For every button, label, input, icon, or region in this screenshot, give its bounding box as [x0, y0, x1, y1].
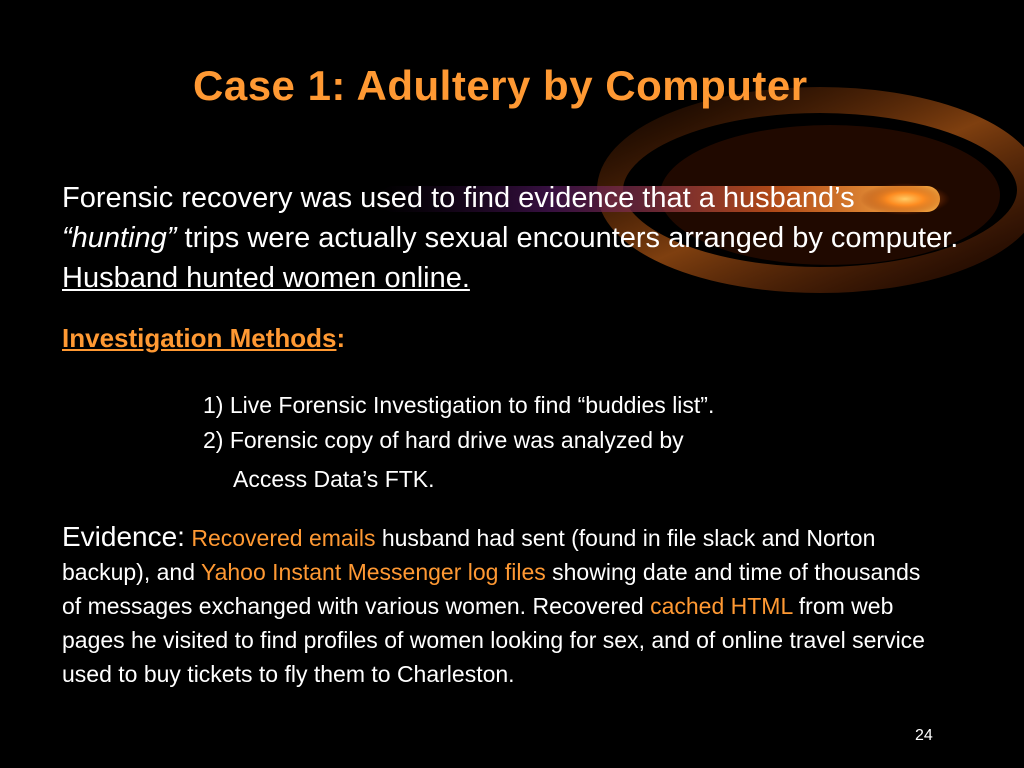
method-item-2: 2) Forensic copy of hard drive was analyzed by: [203, 427, 684, 453]
methods-heading-colon: :: [336, 323, 346, 353]
intro-text-1: Forensic recovery was used to find evidence that a husband’s: [62, 182, 855, 214]
intro-underlined-text: Husband hunted women online.: [62, 262, 470, 294]
intro-paragraph: [62, 178, 962, 298]
page-number: 24: [915, 727, 933, 744]
evidence-label: Evidence:: [62, 521, 185, 552]
intro-hunting: “hunting”: [62, 222, 177, 254]
method-item-2-continued: Access Data’s FTK.: [233, 466, 435, 492]
methods-heading-text: Investigation Methods: [62, 323, 337, 353]
evidence-text-3: from web pages he visited to find profiles of women looking for sex, and of online travel service used to buy tickets to fly them to Charleston.: [62, 593, 925, 687]
method-item-1: 1) Live Forensic Investigation to find “buddies list”.: [203, 392, 715, 418]
evidence-highlight-yahoo: Yahoo Instant Messenger log files: [200, 559, 546, 585]
evidence-paragraph: [62, 520, 942, 691]
evidence-text-1: husband had sent (found in file slack and Norton backup), and: [62, 525, 876, 585]
evidence-highlight-cached-html: cached HTML: [650, 593, 793, 619]
slide-title: Case 1: Adultery by Computer: [193, 62, 808, 109]
evidence-highlight-emails: Recovered emails: [191, 525, 376, 551]
methods-heading: [62, 323, 345, 354]
intro-text-2: trips were actually sexual encounters arranged by computer.: [176, 222, 959, 254]
evidence-text-2: showing date and time of thousands of messages exchanged with various women. Recovered: [62, 559, 921, 619]
